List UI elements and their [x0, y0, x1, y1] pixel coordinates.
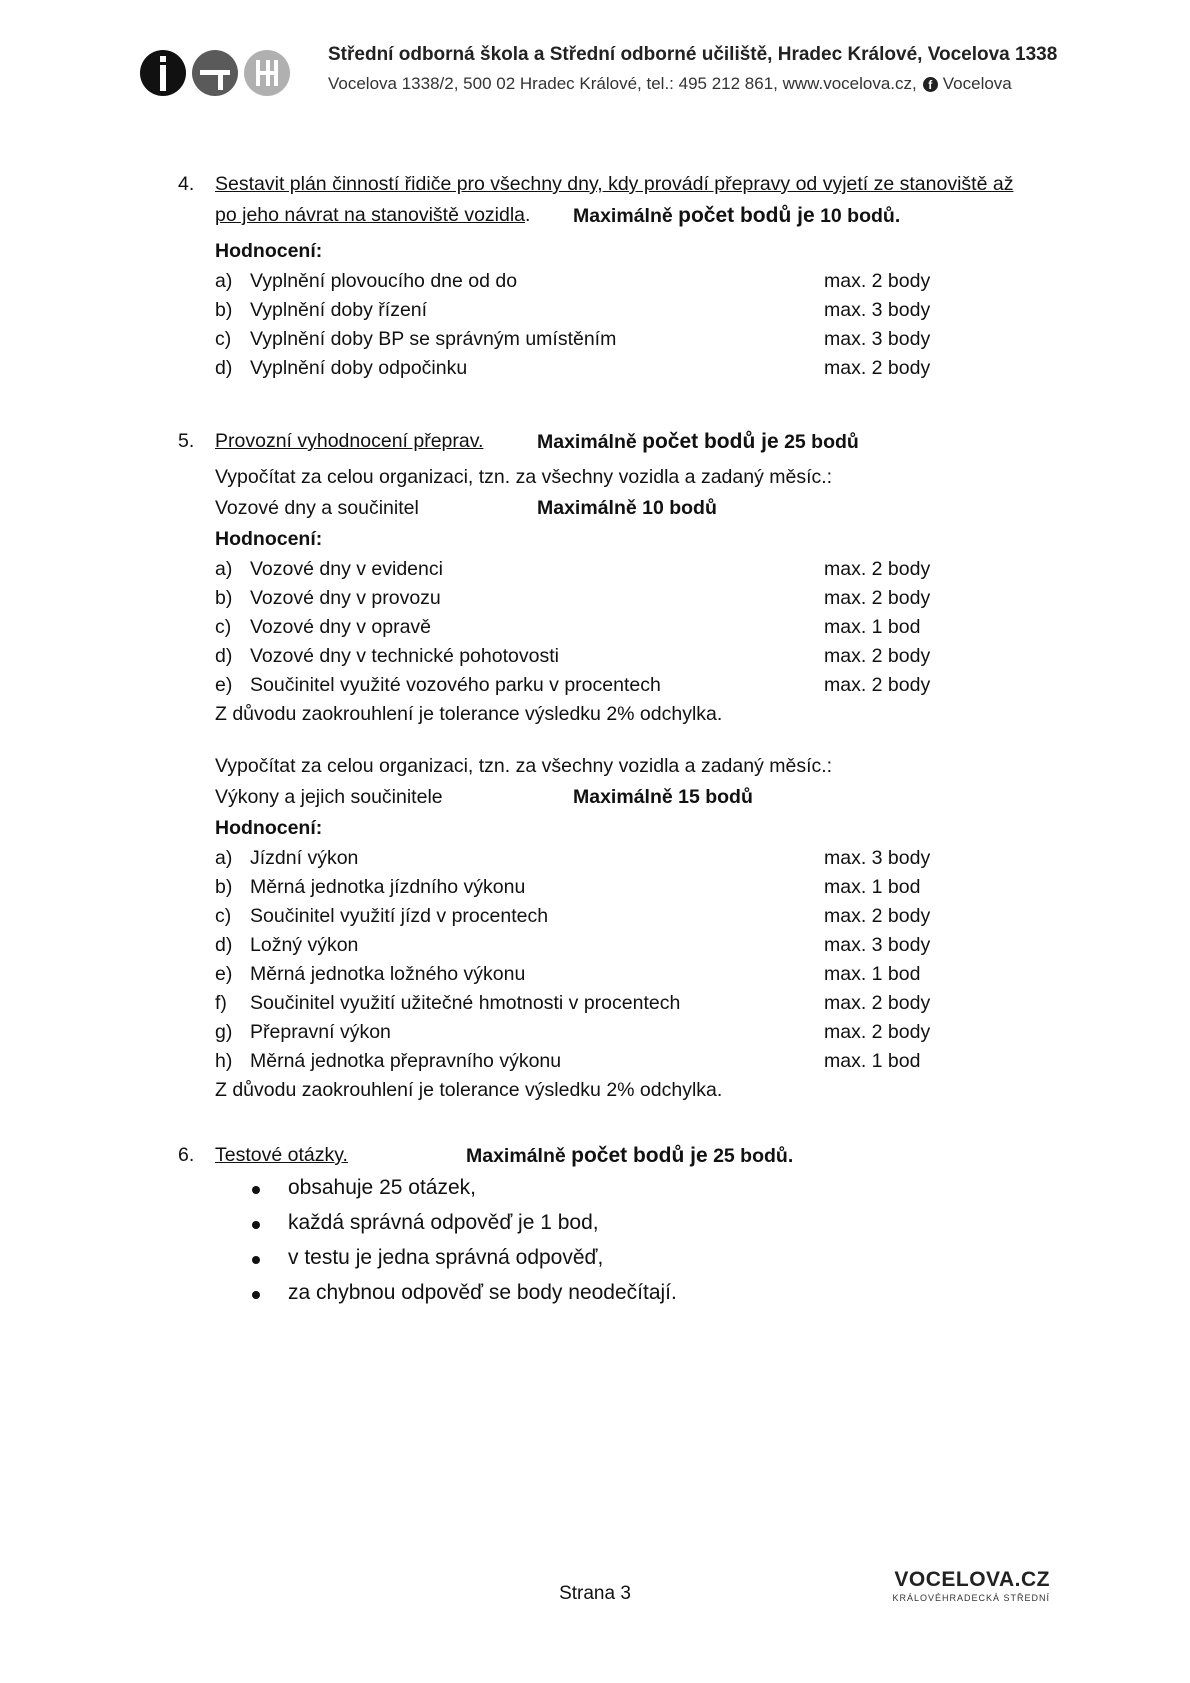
task5-p2-points: max. 1 bod	[824, 876, 921, 898]
task4-title-line1: Sestavit plán činností řidiče pro všechny dny, kdy provádí přepravy od vyjetí ze stanoviště až	[215, 173, 1014, 195]
task5-p1-text: Vozové dny v provozu	[250, 587, 441, 609]
footer-brand	[892, 1568, 1050, 1603]
task4-item-letter: a)	[215, 270, 233, 292]
task5-p1-letter: e)	[215, 674, 233, 696]
task5-p2-text: Přepravní výkon	[250, 1021, 391, 1043]
task5-p2-points: max. 2 body	[824, 992, 931, 1014]
task5-p1-points: max. 2 body	[824, 558, 931, 580]
task4-item-points: max. 2 body	[824, 270, 931, 292]
task5-p2-text: Součinitel využití jízd v procentech	[250, 905, 549, 927]
brand-name: VOCELOVA.CZ	[894, 1568, 1050, 1591]
task5-p2-text: Měrná jednotka jízdního výkonu	[250, 876, 526, 898]
task5-number: 5.	[178, 430, 195, 452]
task5-p2-letter: b)	[215, 876, 233, 898]
page-number: Strana 3	[559, 1583, 631, 1604]
task5-p1-letter: d)	[215, 645, 233, 667]
task5-p2-letter: h)	[215, 1050, 233, 1072]
task5-p1-points: max. 2 body	[824, 587, 931, 609]
school-logos	[140, 50, 290, 96]
task6-bullet: v testu je jedna správná odpověď,	[288, 1246, 604, 1269]
task5-p2-text: Jízdní výkon	[250, 847, 359, 869]
task5-p2-letter: a)	[215, 847, 233, 869]
school-address	[328, 74, 1060, 94]
task5-p2-text: Ložný výkon	[250, 934, 359, 956]
task5-part2-subtitle: Výkony a jejich součinitele	[215, 786, 443, 808]
task4-item-letter: b)	[215, 299, 233, 321]
task4-title-end: .	[525, 204, 531, 226]
task5-p1-letter: b)	[215, 587, 233, 609]
task6-bullet: obsahuje 25 otázek,	[288, 1176, 476, 1199]
task4-title-line2-wrap	[215, 204, 530, 227]
bullet-icon	[252, 1256, 260, 1264]
task5-part1-eval-heading: Hodnocení:	[215, 528, 323, 550]
task5-max-b: počet bodů je	[642, 430, 779, 453]
task4-max-a: Maximálně	[573, 205, 673, 227]
task5-part2-eval-heading: Hodnocení:	[215, 817, 323, 839]
task5-p1-text: Vozové dny v technické pohotovosti	[250, 645, 559, 667]
task6-max-b: počet bodů je	[571, 1144, 708, 1167]
task6-bullet: za chybnou odpověď se body neodečítají.	[288, 1281, 677, 1304]
task5-p1-text: Vozové dny v opravě	[250, 616, 432, 638]
task5-part2-max: Maximálně 15 bodů	[573, 786, 753, 808]
school-name: Střední odborná škola a Střední odborné učiliště, Hradec Králové, Vocelova 1338	[328, 44, 1058, 65]
task5-p1-text: Vozové dny v evidenci	[250, 558, 443, 580]
task5-part1-note: Z důvodu zaokrouhlení je tolerance výsledku 2% odchylka.	[215, 703, 723, 725]
task5-p2-points: max. 1 bod	[824, 963, 921, 985]
task6-max	[466, 1144, 793, 1168]
task4-item-letter: d)	[215, 357, 233, 379]
bullet-icon	[252, 1186, 260, 1194]
task5-p2-letter: d)	[215, 934, 233, 956]
bullet-icon	[252, 1291, 260, 1299]
task5-max-a: Maximálně	[537, 431, 637, 453]
task5-p1-points: max. 1 bod	[824, 616, 921, 638]
task5-part2-note: Z důvodu zaokrouhlení je tolerance výsledku 2% odchylka.	[215, 1079, 723, 1101]
task4-title-line2: po jeho návrat na stanoviště vozidla	[215, 204, 526, 226]
task4-item-text: Vyplnění doby řízení	[250, 299, 428, 321]
task5-part1-max: Maximálně 10 bodů	[537, 497, 717, 519]
task5-p2-letter: e)	[215, 963, 233, 985]
task4-item-text: Vyplnění doby BP se správným umístěním	[250, 328, 617, 350]
task6-number: 6.	[178, 1144, 195, 1166]
task5-p2-text: Součinitel využití užitečné hmotnosti v procentech	[250, 992, 681, 1014]
task4-max-b: počet bodů je	[678, 204, 815, 227]
task5-p1-letter: a)	[215, 558, 233, 580]
task5-part1-subtitle: Vozové dny a součinitel	[215, 497, 419, 519]
task4-max	[573, 204, 900, 228]
task5-p2-points: max. 3 body	[824, 934, 931, 956]
brand-subtitle: KRÁLOVÉHRADECKÁ STŘEDNÍ	[892, 1593, 1050, 1603]
task5-max-c: 25 bodů	[784, 431, 859, 453]
task5-p1-letter: c)	[215, 616, 232, 638]
task5-p1-text: Součinitel využité vozového parku v procentech	[250, 674, 661, 696]
task4-number: 4.	[178, 173, 195, 195]
task4-item-points: max. 3 body	[824, 328, 931, 350]
address-text: Vocelova 1338/2, 500 02 Hradec Králové, tel.: 495 212 861, www.vocelova.cz,	[328, 74, 917, 93]
task6-title: Testové otázky.	[215, 1144, 348, 1166]
task5-p2-text: Měrná jednotka ložného výkonu	[250, 963, 526, 985]
task5-p1-points: max. 2 body	[824, 645, 931, 667]
task5-p2-points: max. 1 bod	[824, 1050, 921, 1072]
task5-p2-letter: g)	[215, 1021, 233, 1043]
info-logo-icon	[140, 50, 186, 96]
task6-bullet: každá správná odpověď je 1 bod,	[288, 1211, 599, 1234]
task5-p1-points: max. 2 body	[824, 674, 931, 696]
page-header	[140, 44, 1060, 104]
task6-max-a: Maximálně	[466, 1145, 566, 1167]
task5-p2-points: max. 2 body	[824, 1021, 931, 1043]
task5-title: Provozní vyhodnocení přeprav.	[215, 430, 484, 452]
task4-item-points: max. 2 body	[824, 357, 931, 379]
task4-item-letter: c)	[215, 328, 232, 350]
task5-p2-text: Měrná jednotka přepravního výkonu	[250, 1050, 562, 1072]
task4-item-text: Vyplnění doby odpočinku	[250, 357, 468, 379]
tool-logo-icon	[192, 50, 238, 96]
task4-max-c: 10 bodů.	[820, 205, 901, 227]
task5-p2-points: max. 2 body	[824, 905, 931, 927]
task5-p2-letter: f)	[215, 992, 227, 1014]
task5-part1-intro: Vypočítat za celou organizaci, tzn. za všechny vozidla a zadaný měsíc.:	[215, 466, 833, 488]
bullet-icon	[252, 1221, 260, 1229]
task5-part2-intro: Vypočítat za celou organizaci, tzn. za všechny vozidla a zadaný měsíc.:	[215, 755, 833, 777]
task4-item-text: Vyplnění plovoucího dne od do	[250, 270, 518, 292]
task4-item-points: max. 3 body	[824, 299, 931, 321]
task5-p2-letter: c)	[215, 905, 232, 927]
task6-max-c: 25 bodů.	[713, 1145, 794, 1167]
task4-eval-heading: Hodnocení:	[215, 240, 323, 262]
facebook-icon[interactable]: f	[923, 77, 938, 92]
task5-max	[537, 430, 859, 454]
task5-p2-points: max. 3 body	[824, 847, 931, 869]
facebook-label[interactable]: Vocelova	[942, 74, 1012, 93]
hair-logo-icon	[244, 50, 290, 96]
